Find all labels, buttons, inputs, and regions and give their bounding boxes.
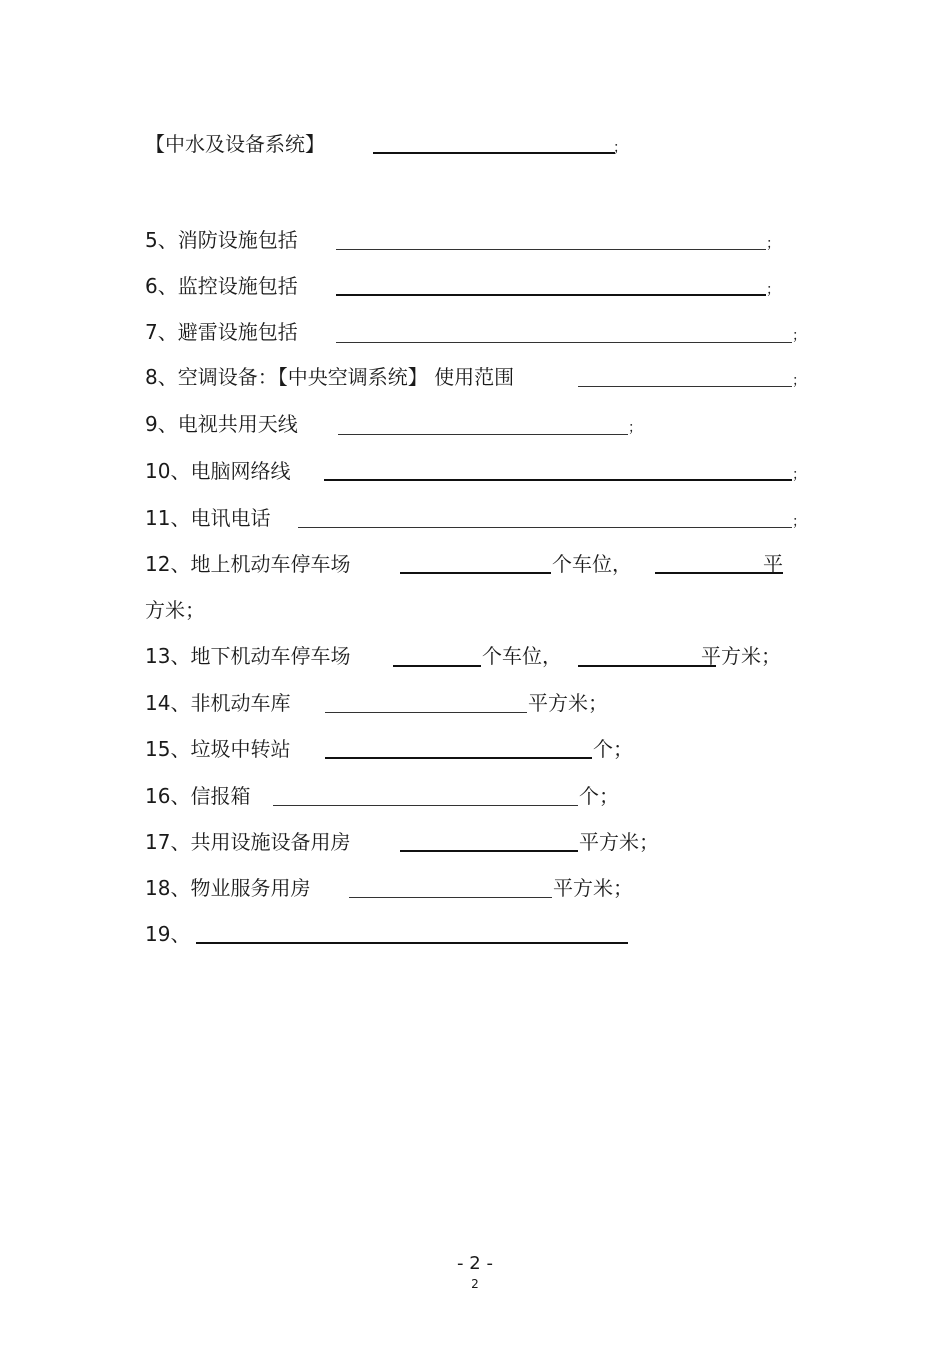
item-end: ； bbox=[792, 467, 806, 483]
item-15 bbox=[145, 736, 290, 762]
item-label: 5、消防设施包括 bbox=[145, 228, 298, 252]
item-18 bbox=[145, 875, 310, 901]
blank-7[interactable] bbox=[336, 342, 792, 343]
item-label: 16、信报箱 bbox=[145, 784, 251, 808]
blank-13-area[interactable] bbox=[578, 665, 716, 667]
item-7 bbox=[145, 319, 298, 345]
item-end: ； bbox=[613, 140, 627, 156]
item-label: 10、电脑网络线 bbox=[145, 459, 291, 483]
blank-6[interactable] bbox=[336, 294, 766, 296]
blank-18[interactable] bbox=[349, 897, 552, 898]
item-label: 8、空调设备：【中央空调系统】 使用范围 bbox=[145, 365, 515, 389]
blank-16[interactable] bbox=[273, 805, 578, 806]
blank-14[interactable] bbox=[325, 712, 527, 713]
item-reclaimed-water bbox=[145, 131, 325, 157]
blank-reclaimed-water[interactable] bbox=[373, 152, 615, 154]
blank-5[interactable] bbox=[336, 249, 766, 250]
item-end: ； bbox=[792, 373, 806, 389]
unit-parking-spaces: 个车位， bbox=[482, 644, 562, 668]
item-label: 14、非机动车库 bbox=[145, 691, 291, 715]
unit-area: 平方米； bbox=[701, 644, 781, 668]
item-8 bbox=[145, 364, 514, 390]
item-10 bbox=[145, 458, 290, 484]
unit-count: 个； bbox=[579, 784, 619, 808]
blank-8[interactable] bbox=[578, 386, 792, 387]
blank-15[interactable] bbox=[325, 757, 592, 759]
item-end: ； bbox=[628, 420, 642, 436]
unit-area: 平方米； bbox=[579, 830, 659, 854]
item-6 bbox=[145, 273, 298, 299]
item-end: ； bbox=[766, 282, 780, 298]
item-12-continued bbox=[145, 597, 205, 623]
unit-count: 个； bbox=[593, 737, 633, 761]
blank-12-count[interactable] bbox=[400, 572, 551, 574]
item-label: 17、共用设施设备用房 bbox=[145, 830, 351, 854]
item-end: ； bbox=[792, 328, 806, 344]
item-17 bbox=[145, 829, 350, 855]
blank-9[interactable] bbox=[338, 434, 628, 435]
unit-area: 平方米； bbox=[553, 876, 633, 900]
blank-17[interactable] bbox=[400, 850, 578, 852]
unit-parking-spaces: 个车位， bbox=[552, 552, 632, 576]
item-12 bbox=[145, 551, 350, 577]
item-13 bbox=[145, 643, 350, 669]
item-end: ； bbox=[792, 514, 806, 530]
unit-area-start: 平 bbox=[763, 552, 783, 576]
item-16 bbox=[145, 783, 250, 809]
item-label: 【中水及设备系统】 bbox=[145, 132, 325, 156]
item-label: 15、垃圾中转站 bbox=[145, 737, 291, 761]
blank-19[interactable] bbox=[196, 942, 628, 944]
blank-13-count[interactable] bbox=[393, 665, 481, 667]
item-label: 18、物业服务用房 bbox=[145, 876, 311, 900]
item-label: 9、电视共用天线 bbox=[145, 412, 298, 436]
item-label: 12、地上机动车停车场 bbox=[145, 552, 351, 576]
item-11 bbox=[145, 505, 270, 531]
blank-10[interactable] bbox=[324, 479, 792, 481]
item-19 bbox=[145, 921, 190, 947]
item-label: 19、 bbox=[145, 922, 191, 946]
item-14 bbox=[145, 690, 290, 716]
page-number-sub: 2 bbox=[471, 1277, 479, 1291]
unit-area-end: 方米； bbox=[145, 598, 205, 622]
blank-11[interactable] bbox=[298, 527, 792, 528]
item-5 bbox=[145, 227, 298, 253]
item-end: ； bbox=[766, 236, 780, 252]
item-label: 11、电讯电话 bbox=[145, 506, 271, 530]
item-9 bbox=[145, 411, 298, 437]
item-label: 7、避雷设施包括 bbox=[145, 320, 298, 344]
unit-area: 平方米； bbox=[528, 691, 608, 715]
item-label: 13、地下机动车停车场 bbox=[145, 644, 351, 668]
item-label: 6、监控设施包括 bbox=[145, 274, 298, 298]
page-number: - 2 - bbox=[457, 1253, 493, 1274]
